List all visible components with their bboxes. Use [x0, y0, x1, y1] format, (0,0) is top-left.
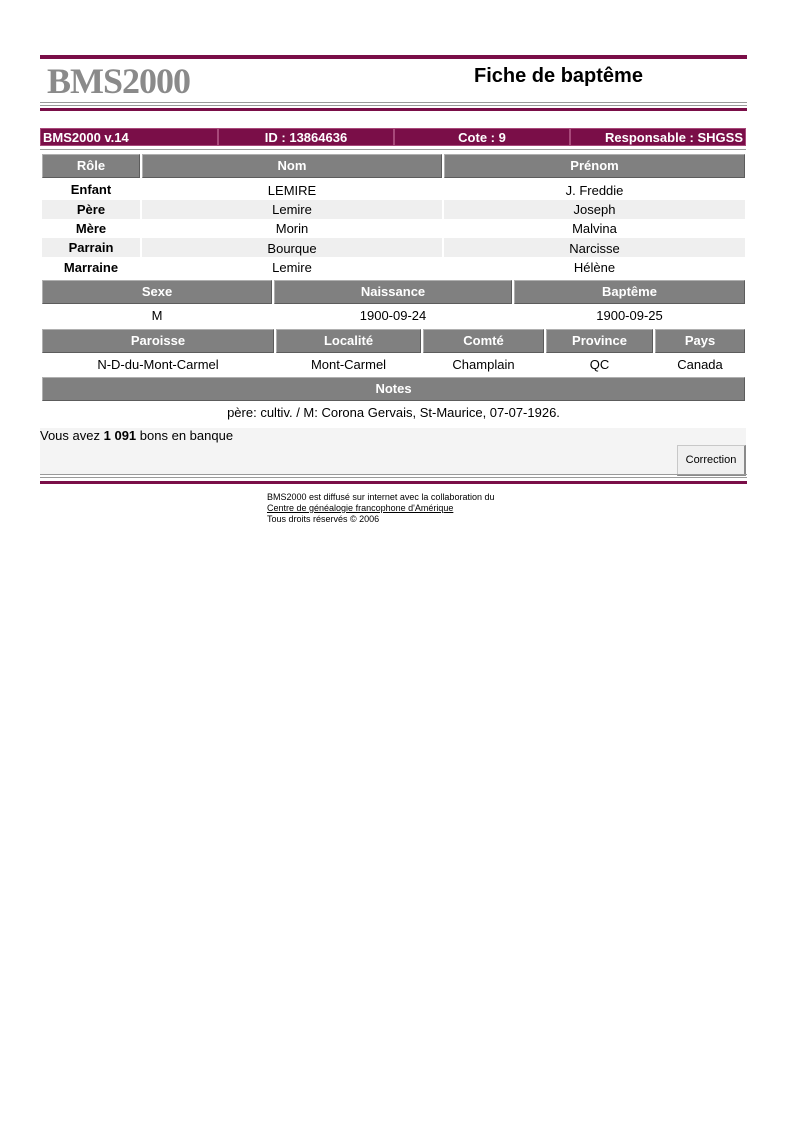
logo-text: BMS2000 [47, 61, 191, 101]
version-label: BMS2000 v.14 [40, 128, 218, 146]
table-row-role: Mère [75, 221, 107, 236]
col-header-naissance: Naissance [274, 280, 512, 304]
page-title: Fiche de baptême [474, 65, 643, 87]
divider [40, 149, 746, 150]
table-row-role: Enfant [70, 182, 112, 197]
footer-link[interactable]: Centre de généalogie francophone d'Amérique [267, 503, 454, 513]
bank-amount: 1 091 [103, 428, 137, 443]
col-header-localite: Localité [276, 329, 421, 353]
province-value: QC [589, 357, 610, 372]
col-header-nom: Nom [142, 154, 442, 178]
footer [267, 492, 494, 525]
table-row-prenom: Hélène [573, 260, 616, 275]
table-row-nom: Lemire [272, 202, 312, 217]
notes-header: Notes [42, 377, 745, 401]
col-header-role: Rôle [42, 154, 140, 178]
comte-value: Champlain [452, 357, 515, 372]
correction-button[interactable]: Correction [677, 445, 746, 476]
col-header-province: Province [546, 329, 653, 353]
record-responsable: Responsable : SHGSS [570, 128, 746, 146]
col-header-bapteme: Baptême [514, 280, 745, 304]
col-header-comte: Comté [423, 329, 544, 353]
bank-balance [40, 428, 233, 444]
divider [40, 477, 747, 478]
logo [40, 60, 290, 104]
pays-value: Canada [677, 357, 723, 372]
bank-prefix: Vous avez [40, 428, 100, 443]
divider [40, 474, 747, 475]
table-row-prenom: Malvina [572, 221, 617, 236]
top-rule [40, 55, 747, 59]
record-id: ID : 13864636 [218, 128, 394, 146]
sexe-value: M [151, 308, 163, 323]
col-header-paroisse: Paroisse [42, 329, 274, 353]
col-header-sexe: Sexe [42, 280, 272, 304]
col-header-pays: Pays [655, 329, 745, 353]
table-row-nom: Morin [275, 221, 309, 236]
record-cote: Cote : 9 [394, 128, 570, 146]
table-row-role: Père [76, 202, 106, 217]
col-header-prenom: Prénom [444, 154, 745, 178]
divider [40, 108, 747, 111]
paroisse-value: N-D-du-Mont-Carmel [97, 357, 219, 372]
divider [40, 102, 747, 103]
table-row-nom: Bourque [267, 241, 317, 256]
table-row-nom: LEMIRE [267, 183, 317, 198]
footer-copyright: Tous droits réservés © 2006 [267, 514, 380, 524]
table-row-prenom: J. Freddie [565, 183, 624, 198]
bapteme-value: 1900-09-25 [596, 308, 663, 323]
divider [40, 105, 747, 106]
table-row-nom: Lemire [272, 260, 312, 275]
table-row-prenom: Joseph [573, 202, 616, 217]
notes-text: père: cultiv. / M: Corona Gervais, St-Maurice, 07-07-1926. [227, 405, 560, 420]
footer-line: BMS2000 est diffusé sur internet avec la collaboration du [267, 492, 495, 502]
table-row-prenom: Narcisse [569, 241, 620, 256]
bank-suffix: bons en banque [139, 428, 234, 443]
bottom-rule [40, 481, 747, 484]
table-row-role: Marraine [63, 260, 119, 275]
naissance-value: 1900-09-24 [359, 308, 427, 323]
table-row-role: Parrain [68, 240, 114, 255]
localite-value: Mont-Carmel [310, 357, 387, 372]
record-info-bar [40, 128, 746, 146]
